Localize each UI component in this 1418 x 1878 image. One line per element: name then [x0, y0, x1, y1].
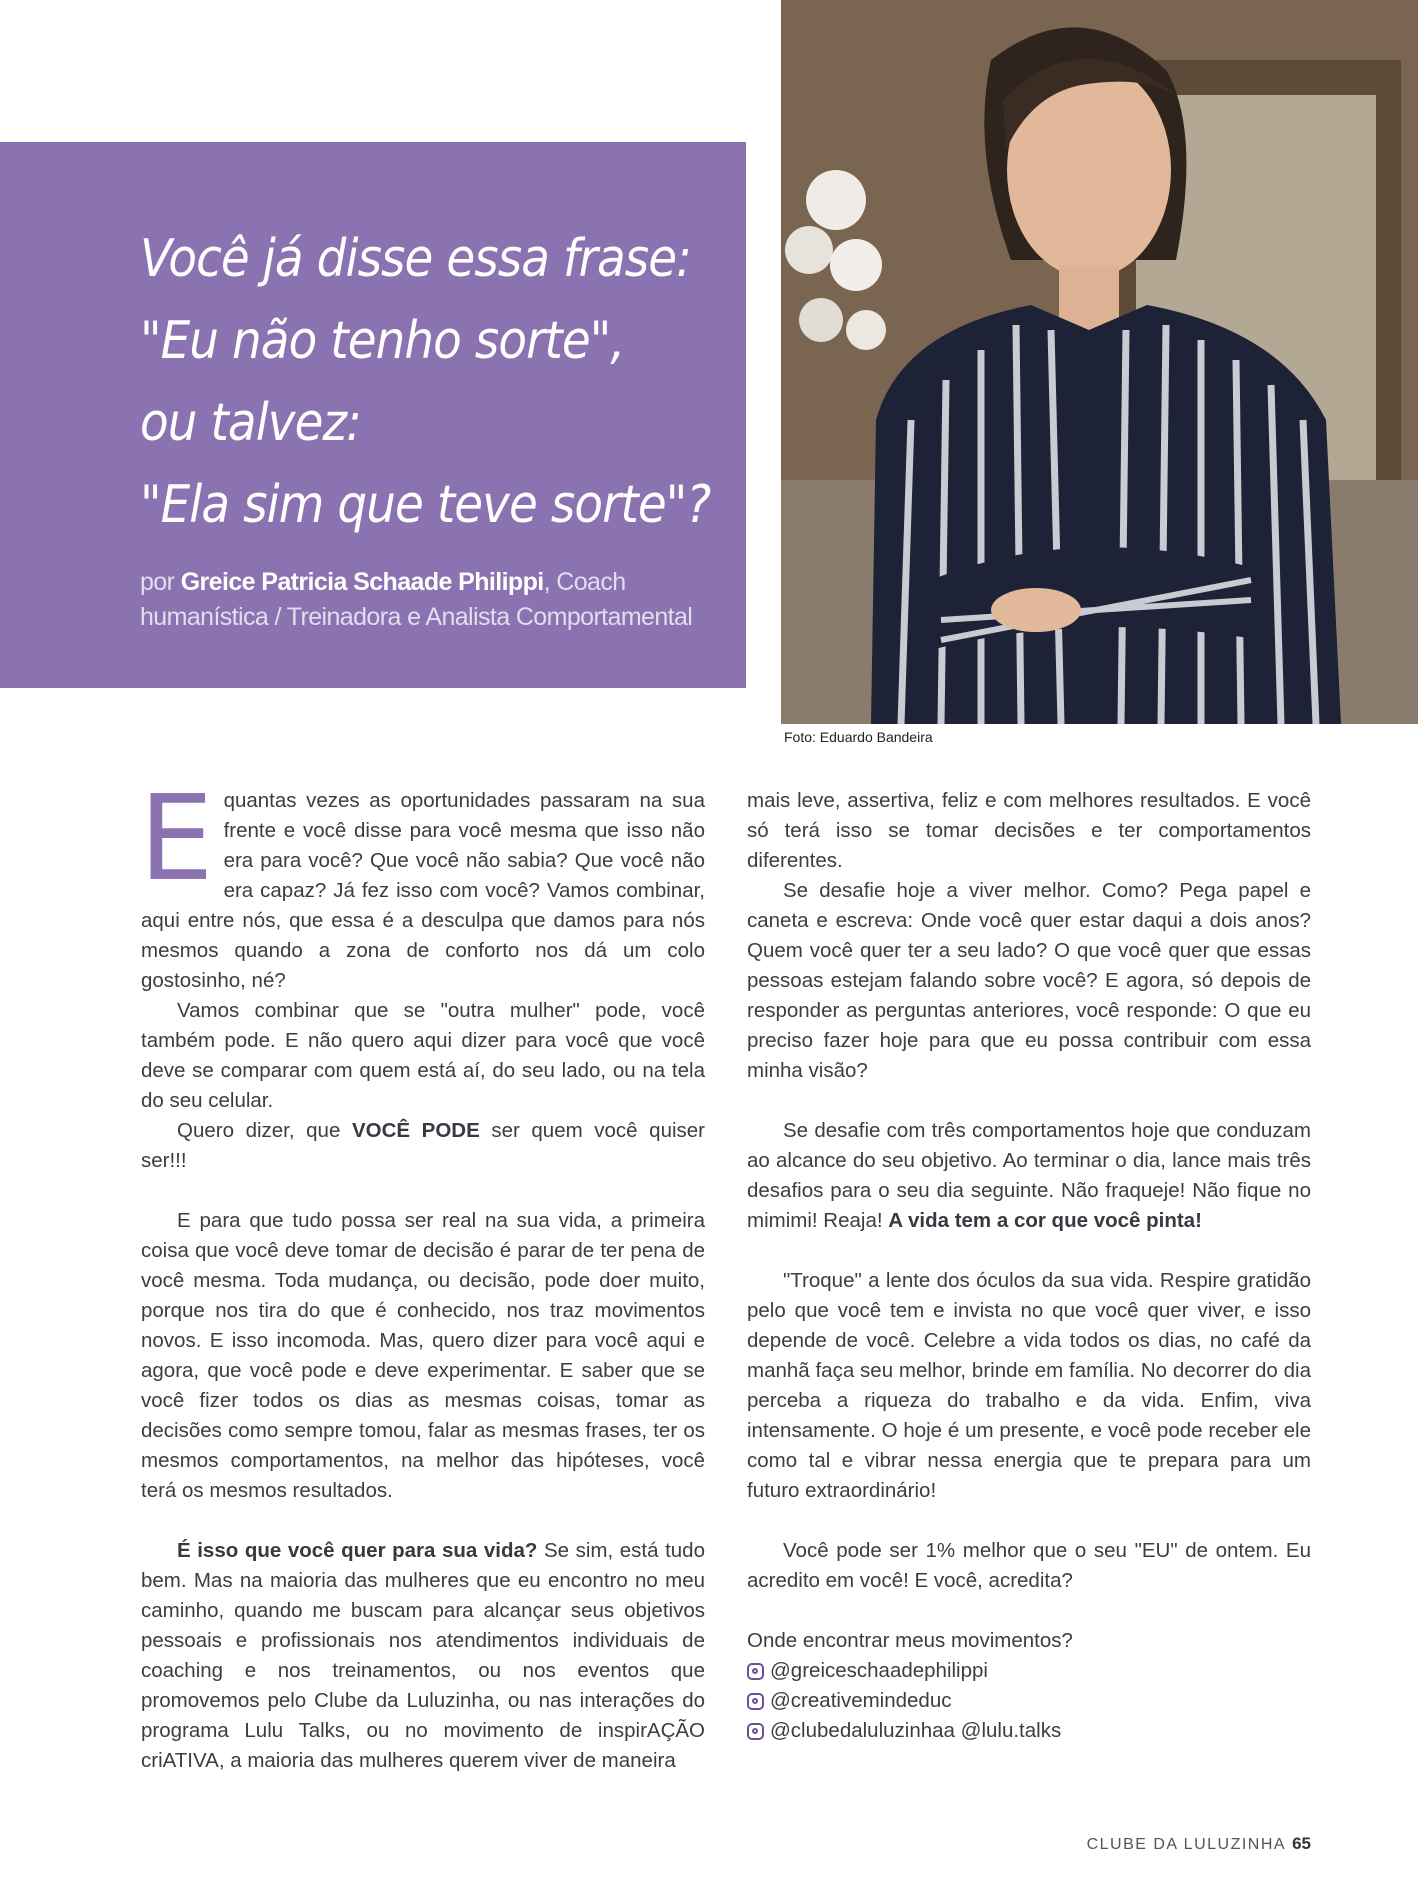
paragraph-9: "Troque" a lente dos óculos da sua vida. Respire gratidão pelo que você tem e invista no que você quer viver, e isso depende de você. Celebre a vida todos os dias, no café da manhã faça seu melhor, brinde em família. No decorrer do dia perceba a riqueza do trabalho e da vida. Enfim, viva intensamente. O hoje é um presente, e você pode receber ele como tal e vibrar nessa energia que te prepara para um futuro extraordinário! [747, 1269, 1311, 1502]
page-number: 65 [1292, 1834, 1311, 1853]
paragraph-intro-text: quantas vezes as oportunidades passaram na sua frente e você disse para você mesma que isso não era para você? Que você não sabia? Que você não era capaz? Já fez isso com você? Vamos combinar, aqui entre nós, que essa é a desculpa que damos para nós mesmos quando a zona de conforto nos dá um colo gostosinho, né? [141, 789, 705, 992]
social-handle-2[interactable] [747, 1686, 1311, 1716]
headline-line-1: Você já disse essa frase: [140, 229, 691, 289]
byline [140, 565, 740, 635]
magazine-name: CLUBE DA LULUZINHA [1086, 1836, 1287, 1853]
paragraph-3-c: ser quem você quiser ser!!! [141, 1119, 706, 1172]
byline-author: Greice Patricia Schaade Philippi [180, 568, 544, 596]
instagram-icon [747, 1693, 764, 1710]
paragraph-5 [141, 1536, 705, 1776]
byline-prefix: por [140, 568, 175, 596]
headline-line-2: "Eu não tenho sorte", [140, 311, 625, 371]
paragraph-2: Vamos combinar que se "outra mulher" pode, você também pode. E não quero aqui dizer para você que você deve se comparar com quem está aí, do seu lado, ou na tela do seu celular. [141, 999, 705, 1112]
headline-line-3: ou talvez: [140, 393, 362, 453]
paragraph-intro [139, 769, 705, 996]
article-column-1 [139, 769, 706, 1776]
drop-cap: E [139, 769, 214, 907]
instagram-icon [747, 1663, 764, 1680]
social-handle-1[interactable] [747, 1656, 1311, 1686]
headline [140, 218, 711, 546]
instagram-icon [747, 1723, 764, 1740]
paragraph-3 [141, 1116, 705, 1176]
social-handle-2-text: @creativemindeduc [770, 1689, 952, 1712]
social-handle-1-text: @greiceschaadephilippi [770, 1659, 988, 1682]
author-photo-illustration [781, 0, 1418, 724]
social-heading: Onde encontrar meus movimentos? [747, 1629, 1073, 1652]
paragraph-10: Você pode ser 1% melhor que o seu "EU" de ontem. Eu acredito em você! E você, acredita? [747, 1539, 1311, 1592]
headline-line-4: "Ela sim que teve sorte"? [140, 475, 711, 535]
article-column-2 [747, 786, 1311, 1746]
page-footer [1087, 1834, 1311, 1854]
paragraph-8-bold: A vida tem a cor que você pinta! [888, 1209, 1202, 1232]
paragraph-8-text: Se desafie com três comportamentos hoje que conduzam ao alcance do seu objetivo. Ao terminar o dia, lance mais três desafios para o seu dia seguinte. Não fraqueje! Não fique no mimimi! Reaja! [747, 1119, 1311, 1232]
author-photo [781, 0, 1418, 724]
paragraph-3-bold: VOCÊ PODE [351, 1119, 480, 1142]
paragraph-8 [747, 1116, 1311, 1236]
photo-credit: Foto: Eduardo Bandeira [784, 729, 933, 745]
paragraph-6: mais leve, assertiva, feliz e com melhores resultados. E você só terá isso se tomar decisões e ter comportamentos diferentes. [747, 789, 1311, 872]
paragraph-4: E para que tudo possa ser real na sua vida, a primeira coisa que você deve tomar de decisão é parar de ter pena de você mesma. Toda mudança, ou decisão, pode doer muito, porque nos tira do que é conhecido, nos traz movimentos novos. E isso incomoda. Mas, quero dizer para você aqui e agora, que você pode e deve experimentar. E saber que se você fizer todos os dias as mesmas coisas, tomar as decisões como sempre tomou, falar as mesmas frases, ter os mesmos comportamentos, na melhor das hipóteses, você terá os mesmos resultados. [141, 1209, 705, 1502]
paragraph-5-text: Se sim, está tudo bem. Mas na maioria das mulheres que eu encontro no meu caminho, quando me buscam para alcançar seus objetivos pessoais e profissionais nos atendimentos individuais de coaching e nos treinamentos, ou nos eventos que promovemos pelo Clube da Luluzinha, ou nas interações do programa Lulu Talks, ou no movimento de inspirAÇÃO criATIVA, a maioria das mulheres querem viver de maneira [141, 1539, 705, 1772]
byline-role: , Coach humanística / Treinadora e Analista Comportamental [140, 568, 693, 631]
social-handle-3[interactable] [747, 1716, 1311, 1746]
social-handle-3-text: @clubedaluluzinhaa @lulu.talks [770, 1719, 1062, 1742]
paragraph-7: Se desafie hoje a viver melhor. Como? Pega papel e caneta e escreva: Onde você quer estar daqui a dois anos? Quem você quer ter a seu lado? O que você quer que essas pessoas estejam falando sobre você? E agora, só depois de responder as perguntas anteriores, você responde: O que eu preciso fazer hoje para que eu possa contribuir com essa minha visão? [747, 879, 1311, 1082]
paragraph-3-a: Quero dizer, que [177, 1119, 352, 1142]
paragraph-5-bold: É isso que você quer para sua vida? [177, 1539, 538, 1562]
